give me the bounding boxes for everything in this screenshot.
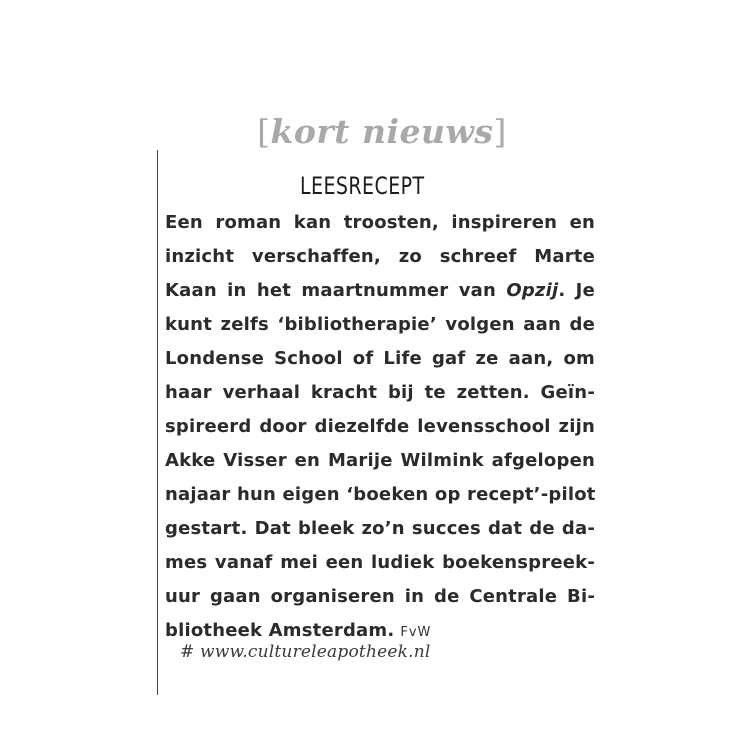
article-title: LEESRECEPT	[300, 172, 425, 200]
body-line: Akke Visser en Marije Wilmink afgelopen	[165, 450, 595, 471]
section-label-text: kort nieuws	[270, 112, 494, 151]
body-line-part: bliotheek Amsterdam.	[165, 620, 395, 641]
body-line: inzicht verschaffen, zo schreef Marte	[165, 246, 595, 267]
body-line: kunt zelfs ‘bibliotherapie’ volgen aan de	[165, 314, 595, 335]
body-line: uur gaan organiseren in de Centrale Bi-	[165, 586, 595, 607]
body-line-part: . Je	[558, 280, 595, 301]
author-initials: FvW	[400, 625, 432, 640]
body-line: mes vanaf mei een ludiek boekenspreek-	[165, 552, 595, 573]
body-line: Een roman kan troosten, inspireren en	[165, 212, 595, 233]
body-line: najaar hun eigen ‘boeken op recept’-pilot	[165, 484, 596, 505]
body-line: gestart. Dat bleek zo’n succes dat de da-	[165, 518, 595, 539]
article-body	[165, 206, 595, 648]
body-line: spireerd door diezelfde levensschool zijn	[165, 416, 595, 437]
body-line: Londense School of Life gaf ze aan, om	[165, 348, 595, 369]
section-label-open-bracket: [	[257, 112, 271, 151]
body-line-part: Kaan in het maartnummer van	[165, 280, 507, 301]
website-link[interactable]: # www.cultureleapotheek.nl	[180, 642, 431, 662]
magazine-name: Opzij	[506, 280, 559, 301]
column-rule	[157, 150, 158, 695]
body-line	[165, 274, 595, 308]
section-label	[0, 112, 754, 151]
section-label-close-bracket: ]	[493, 112, 507, 151]
body-line: haar verhaal kracht bij te zetten. Geïn-	[165, 382, 595, 403]
